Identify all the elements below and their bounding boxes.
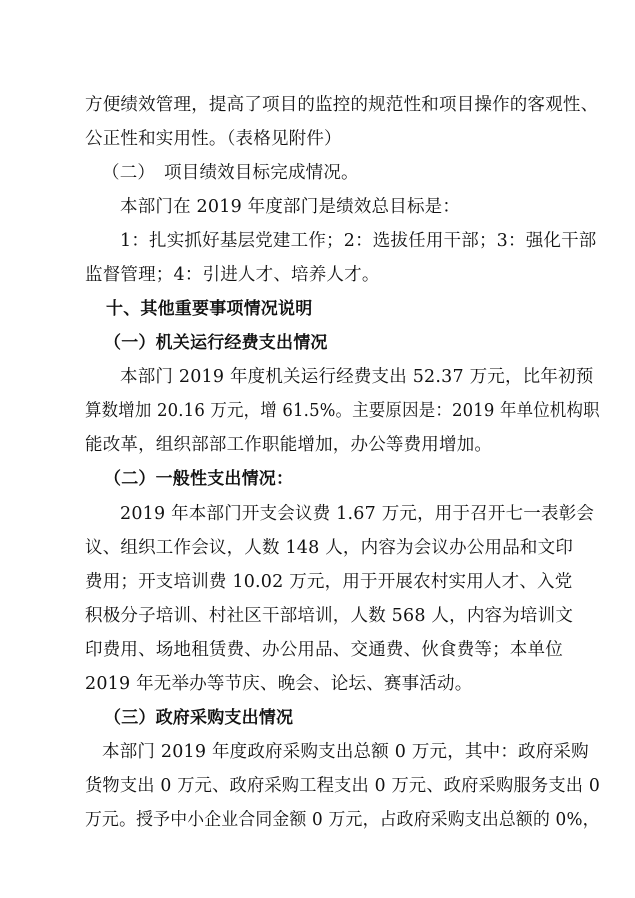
paragraph-line: 方便绩效管理，提高了项目的监控的规范性和项目操作的客观性、	[85, 95, 599, 115]
section-subheading: （二） 项目绩效目标完成情况。	[102, 163, 359, 183]
section-heading: 十、其他重要事项情况说明	[106, 299, 313, 319]
paragraph-line: 1：扎实抓好基层党建工作；2：选拔任用干部；3：强化干部	[120, 231, 597, 251]
paragraph-line: 本部门 2019 年度政府采购支出总额 0 万元，其中：政府采购	[102, 742, 589, 762]
paragraph-line: 算数增加 20.16 万元，增 61.5%。主要原因是：2019 年单位机构职	[85, 401, 600, 421]
paragraph-line: 监督管理；4：引进人才、培养人才。	[85, 265, 380, 285]
paragraph-line: 2019 年本部门开支会议费 1.67 万元，用于召开七一表彰会	[120, 504, 595, 524]
subsection-heading: （三）政府采购支出情况	[104, 708, 294, 728]
subsection-heading: （一）机关运行经费支出情况	[104, 333, 328, 353]
paragraph-line: 万元。授予中小企业合同金额 0 万元，占政府采购支出总额的 0%，	[85, 810, 600, 830]
paragraph-line: 能改革，组织部部工作职能增加，办公等费用增加。	[85, 435, 493, 455]
paragraph-line: 印费用、场地租赁费、办公用品、交通费、伙食费等；本单位	[85, 640, 563, 660]
paragraph-line: 货物支出 0 万元、政府采购工程支出 0 万元、政府采购服务支出 0	[85, 776, 601, 796]
subsection-heading: （二）一般性支出情况：	[104, 469, 294, 489]
paragraph-line: 议、组织工作会议，人数 148 人，内容为会议办公用品和文印	[85, 538, 574, 558]
paragraph-line: 2019 年无举办等节庆、晚会、论坛、赛事活动。	[85, 674, 473, 694]
paragraph-line: 费用；开支培训费 10.02 万元，用于开展农村实用人才、入党	[85, 572, 573, 592]
paragraph-line: 本部门 2019 年度机关运行经费支出 52.37 万元，比年初预	[120, 367, 594, 387]
paragraph-line: 本部门在 2019 年度部门是绩效总目标是：	[120, 197, 461, 217]
paragraph-line: 公正性和实用性。（表格见附件）	[85, 129, 342, 149]
paragraph-line: 积极分子培训、村社区干部培训，人数 568 人，内容为培训文	[85, 606, 574, 626]
